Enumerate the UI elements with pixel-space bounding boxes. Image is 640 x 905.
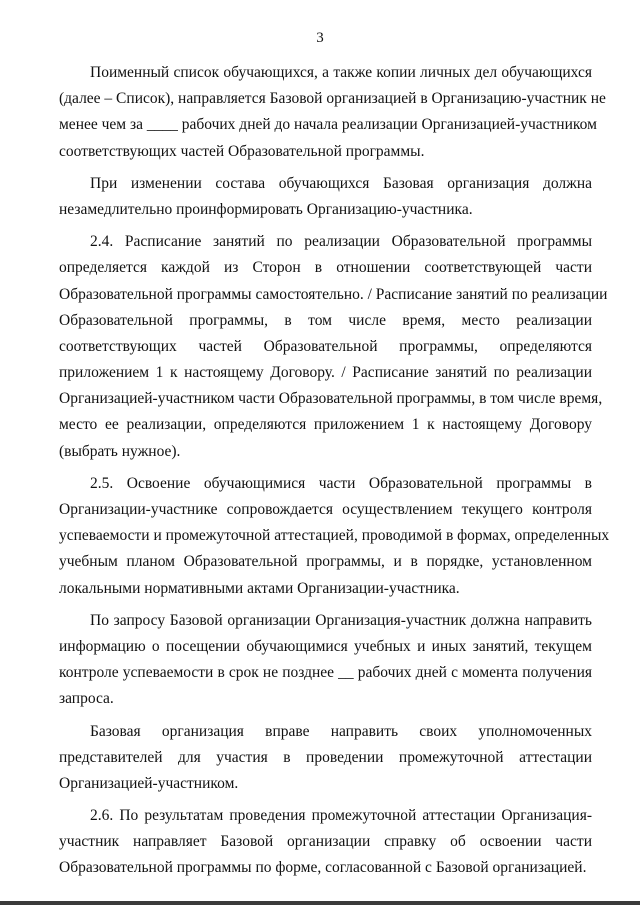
text-line: Организации-участнике сопровождается осуществлением текущего контроля	[59, 501, 592, 518]
text-line: Образовательной программы по форме, согласованной с Базовой организацией.	[59, 859, 587, 877]
paragraph-representatives	[59, 719, 592, 798]
paragraph-2-4-schedule	[59, 229, 608, 465]
paragraph-2-6-certificate	[59, 803, 592, 882]
paragraph-student-list	[59, 60, 606, 165]
text-line: 2.4. Расписание занятий по реализации Образовательной программы	[90, 233, 592, 251]
document-body	[59, 60, 610, 882]
text-line: (выбрать нужное).	[59, 442, 181, 460]
text-line: По запросу Базовой организации Организация-участник должна направить	[90, 611, 592, 629]
text-line: Поименный список обучающихся, а также копии личных дел обучающихся	[90, 64, 592, 81]
text-line: менее чем за ____ рабочих дней до начала реализации Организацией-участником	[59, 116, 597, 134]
text-line: определяется каждой из Сторон в отношении соответствующей части	[59, 259, 592, 277]
text-line: незамедлительно проинформировать Организацию-участника.	[59, 200, 473, 218]
text-line: представителей для участия в проведении промежуточной аттестации	[59, 748, 592, 766]
paragraph-attendance-request	[59, 608, 592, 713]
text-line: информацию о посещении обучающимися учебных и иных занятий, текущем	[59, 637, 592, 655]
text-line: (далее – Список), направляется Базовой организацией в Организацию-участник не	[59, 90, 606, 108]
page-number: 3	[316, 30, 324, 46]
text-line: При изменении состава обучающихся Базовая организация должна	[90, 174, 592, 192]
text-line: соответствующих частей Образовательной программы.	[59, 142, 425, 160]
text-line: контроле успеваемости в срок не позднее __ рабочих дней с момента получения	[59, 664, 592, 682]
text-line: Образовательной программы самостоятельно. / Расписание занятий по реализации	[59, 285, 608, 303]
text-line: Организацией-участником.	[59, 774, 239, 792]
text-line: 2.6. По результатам проведения промежуточной аттестации Организация-	[90, 807, 592, 825]
text-line: соответствующих частей Образовательной программы, определяются	[59, 337, 592, 355]
text-line: успеваемости и промежуточной аттестацией, проводимой в формах, определенных	[59, 527, 610, 545]
text-line: учебным планом Образовательной программы, и в порядке, установленном	[59, 553, 592, 571]
text-line: Образовательной программы, в том числе время, место реализации	[59, 311, 592, 329]
paragraph-2-5-assessment	[59, 471, 610, 602]
text-line: локальными нормативными актами Организации-участника.	[59, 579, 460, 597]
text-line: запроса.	[59, 690, 114, 708]
text-line: 2.5. Освоение обучающимися части Образовательной программы в	[90, 474, 592, 492]
text-line: Организацией-участником части Образовательной программы, в том числе время,	[59, 390, 603, 408]
text-line: место ее реализации, определяются приложением 1 к настоящему Договору	[59, 416, 592, 434]
text-line: Базовая организация вправе направить своих уполномоченных	[90, 722, 592, 740]
scan-bottom-edge	[0, 901, 640, 905]
text-line: приложением 1 к настоящему Договору. / Расписание занятий по реализации	[59, 364, 592, 382]
paragraph-composition-change	[59, 171, 592, 223]
text-line: участник направляет Базовой организации справку об освоении части	[59, 833, 592, 851]
